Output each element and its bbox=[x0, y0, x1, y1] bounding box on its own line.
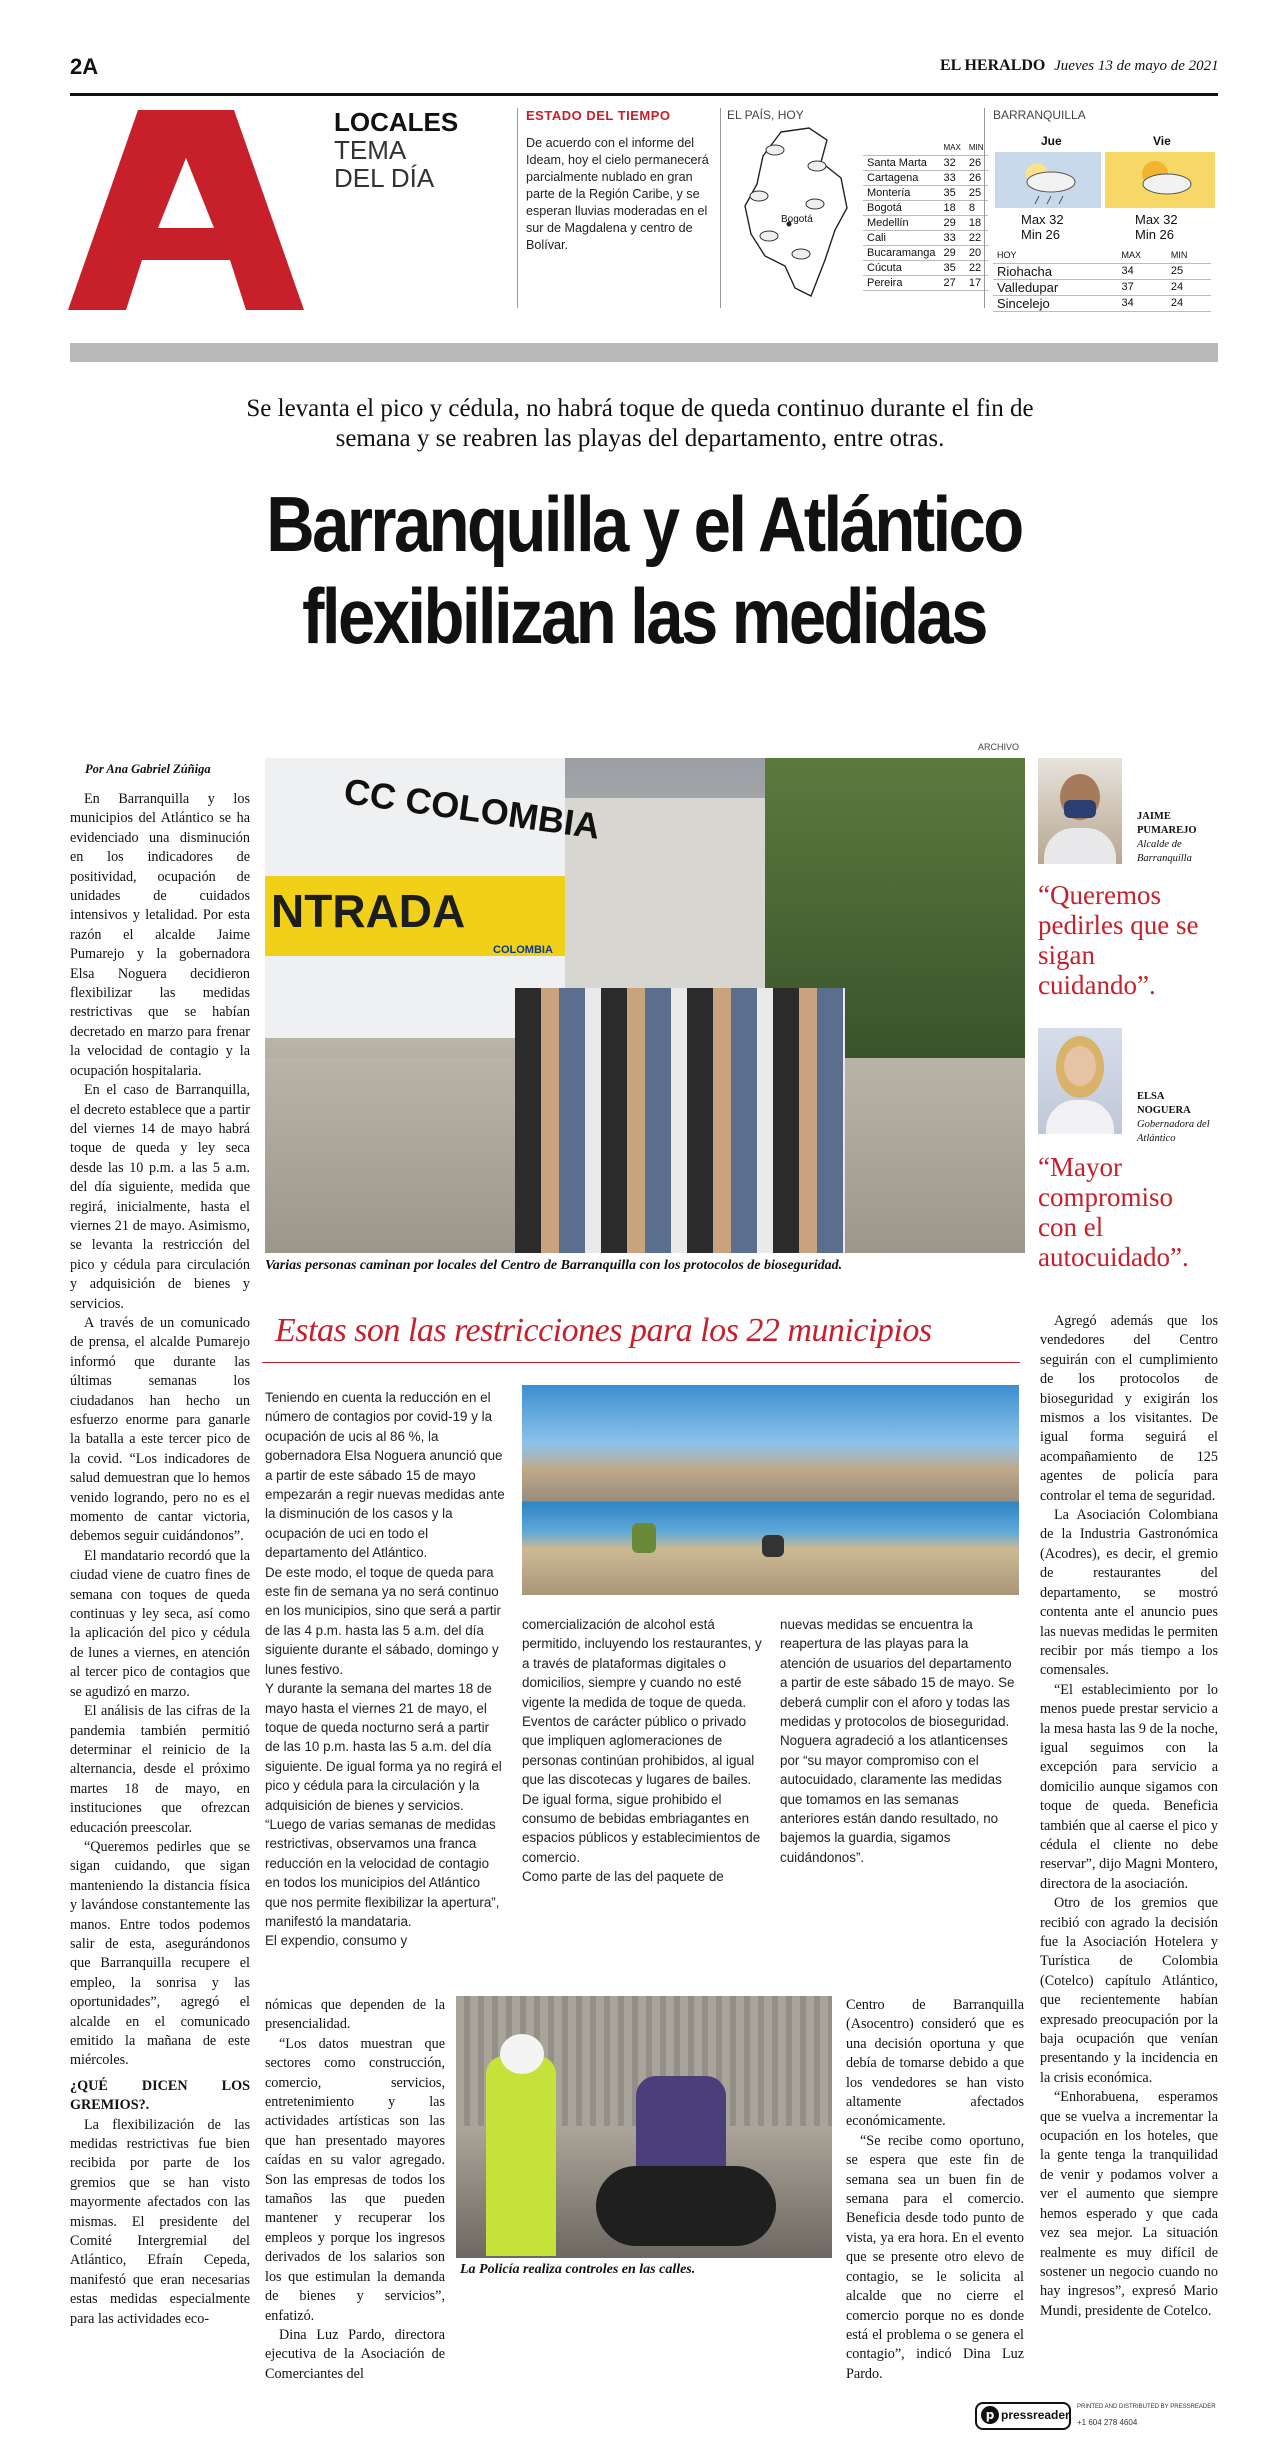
header-rule bbox=[70, 93, 1218, 96]
paragraph: De este modo, el toque de queda para este fin de semana ya no será continuo en los municipios, sino que será a partir de las 4 p.m. hasta las 5 a.m. del día siguiente durante el sábado, domingo y lunes festivo. bbox=[265, 1564, 501, 1677]
map-city: Bogotá bbox=[781, 214, 813, 225]
pressreader-brand: pressreader bbox=[1001, 2408, 1070, 2422]
table-row: Cartagena 33 26 bbox=[863, 170, 988, 185]
police-photo bbox=[456, 1996, 832, 2258]
page-number: 2A bbox=[70, 54, 99, 79]
store-sign: CC COLOMBIA bbox=[341, 770, 603, 847]
cloud-rain-icon bbox=[995, 152, 1101, 208]
paragraph: Eventos de carácter público o privado que impliquen aglomeraciones de personas continúan prohibidos, al igual que las discotecas y lugares de bailes. De igual forma, sigue prohibido el consumo de bebidas embriagantes en espacios públicos y establecimientos de comercio. bbox=[522, 1714, 761, 1865]
box-col3 bbox=[780, 1615, 1020, 1867]
table-row: Bucaramanga 29 20 bbox=[863, 245, 988, 260]
beach-photo bbox=[522, 1385, 1019, 1595]
map-label: EL PAÍS, HOY bbox=[727, 108, 804, 122]
paragraph: El expendio, consumo y bbox=[265, 1933, 408, 1949]
paragraph: Como parte de las del paquete de bbox=[522, 1869, 724, 1885]
table-row: Montería 35 25 bbox=[863, 185, 988, 200]
day1-name: Jue bbox=[1041, 134, 1062, 148]
weather-title: ESTADO DEL TIEMPO bbox=[526, 108, 671, 123]
paragraph: “Enhorabuena, esperamos que se vuelva a incrementar la ocupación en los hoteles, que la gente tenga la tranquilidad de venir y podamos volver a ver el aumento que siempre hemos esperado y que cada vez sea mejor. La situación realmente es muy difícil de sostener un negocio cuando no hay ingresos”, expresó Mario Mundi, presidente de Cotelco. bbox=[1040, 2089, 1218, 2319]
paragraph: La flexibilización de las medidas restrictivas fue bien recibida por parte de los gremios que se han visto mayormente afectados con las mismas. El presidente del Comité Intergremial del Atlántico, Efraín Cepeda, manifestó que eran necesarias estas medidas especialmente para las actividades eco- bbox=[70, 2116, 250, 2327]
pressreader-icon: p bbox=[981, 2406, 999, 2424]
noguera-portrait bbox=[1038, 1028, 1122, 1134]
weather-text: De acuerdo con el informe del Ideam, hoy el cielo permanecerá parcialmente nublado en gran parte de la Región Caribe, y se esperan lluvias moderadas en el sur de Magdalena y centro de Bolívar. bbox=[526, 136, 709, 252]
headline-line2: flexibilizan las medidas bbox=[302, 572, 986, 660]
paragraph: “Luego de varias semanas de medidas restrictivas, observamos una franca reducción en la velocidad de contagio en todos los municipios del Atlántico que nos permite flexibilizar la apertura”, manifestó la mandataria. bbox=[265, 1816, 500, 1929]
table-row: Bogotá 18 8 bbox=[863, 200, 988, 215]
table-row: Valledupar 37 24 bbox=[993, 279, 1211, 295]
local-label: BARRANQUILLA bbox=[993, 108, 1086, 122]
paragraph: A través de un comunicado de prensa, el alcalde Pumarejo informó que durante las últimas semanas los ciudadanos han hecho un esfuerzo enorme para ganarle la batalla a este tercer pico de la covid. “Los indicadores de salud demuestran que lo hemos venido logrando, pero no es el momento de cantar victoria, debemos seguir cuidándonos”. bbox=[70, 1314, 250, 1545]
paragraph: El mandatario recordó que la ciudad viene de cuatro fines de semana con toques de queda continuas y ley seca, así como la aplicación del pico y cédula de lunes a viernes, en atención al tercer pico de contagios que se agudizó en marzo. bbox=[70, 1547, 250, 1700]
masthead: EL HERALDO bbox=[940, 57, 1046, 74]
box-rule bbox=[262, 1362, 1020, 1363]
bottom-col3 bbox=[846, 1996, 1024, 2384]
footer-phone: +1 604 278 4604 bbox=[1077, 2418, 1138, 2427]
gremios-subhead: ¿QUÉ DICEN LOS GREMIOS?. bbox=[70, 2077, 250, 2114]
paragraph: “Queremos pedirles que se sigan cuidando, que sigan manteniendo la distancia física y lavándose constantemente las manos. Entre todos podemos salir de esta, asegurándonos que Barranquilla recupere el empleo, la sonrisa y las oportunidades”, agregó el alcalde en el comunicado emitido la mañana de este miércoles. bbox=[70, 1838, 250, 2069]
police-photo-caption: La Policía realiza controles en las calles. bbox=[460, 2262, 696, 2277]
nearby-table: HOY MAX MIN Riohacha 34 25 Valledupar 37 24 Sincelejo 34 24 bbox=[993, 248, 1211, 312]
box-title: Estas son las restricciones para los 22 municipios bbox=[275, 1312, 932, 1349]
headline-line1: Barranquilla y el Atlántico bbox=[266, 480, 1022, 568]
paragraph: Agregó además que los vendedores del Centro seguirán con el cumplimiento de los protocolos de bioseguridad y exigirán los mismos a los visitantes. De igual forma seguirá el acompañamiento de 125 agentes de policía para controlar el tema de seguridad. bbox=[1040, 1313, 1218, 1504]
table-row: Santa Marta 32 26 bbox=[863, 155, 988, 170]
paragraph: El análisis de las cifras de la pandemia también permitió determinar el reinicio de la alternancia, desde el próximo martes 18 de mayo, en instituciones que ofrezcan educación preescolar. bbox=[70, 1703, 250, 1836]
paragraph: nómicas que dependen de la presencialidad. bbox=[265, 1997, 445, 2033]
table-row: Cali 33 22 bbox=[863, 230, 988, 245]
quote1-text: “Queremos pedirles que se sigan cuidando”. bbox=[1038, 880, 1199, 1000]
paragraph: Teniendo en cuenta la reducción en el número de contagios por covid-19 y la ocupación de ucis al 86 %, la gobernadora Elsa Noguera anunció que a partir de este sábado 15 de mayo empezarán a regir nuevas medidas ante la disminución de los casos y la ocupación de uci en todo el departamento del Atlántico. bbox=[265, 1390, 505, 1561]
paragraph: Dina Luz Pardo, directora ejecutiva de la Asociación de Comerciantes del bbox=[265, 2326, 445, 2382]
day1-panel bbox=[995, 152, 1101, 208]
table-row: Pereira 27 17 bbox=[863, 275, 988, 290]
paragraph: La Asociación Colombiana de la Industria Gastronómica (Acodres), es decir, el gremio de restaurantes del departamento, se mostró contenta ante el anuncio pues las nuevas medidas le permiten recibir por más tiempo a los comensales. bbox=[1040, 1507, 1218, 1679]
day2-temps: Max 32 Min 26 bbox=[1135, 212, 1178, 242]
paragraph: nuevas medidas se encuentra la reapertura de las playas para la atención de usuarios del departamento a partir de este sábado 15 de mayo. Se deberá cumplir con el aforo y todas las medidas y protocolos de bioseguridad. bbox=[780, 1617, 1015, 1730]
section-label bbox=[334, 108, 458, 192]
weather-state bbox=[517, 108, 717, 308]
box-col2 bbox=[522, 1615, 762, 1887]
city-temps-table bbox=[863, 140, 988, 291]
bottom-col2 bbox=[265, 1996, 445, 2384]
country-map-panel bbox=[720, 108, 984, 308]
paragraph: comercialización de alcohol está permitido, incluyendo los restaurantes, y a través de plataformas digitales o domicilios, siempre y cuando no esté vigente la medida de toque de queda. bbox=[522, 1617, 762, 1710]
pressreader-footer bbox=[975, 2400, 1220, 2436]
col-max: MAX bbox=[940, 140, 965, 155]
table-row: Cúcuta 35 22 bbox=[863, 260, 988, 275]
quote1-name: JAIME PUMAREJO bbox=[1137, 811, 1197, 836]
entrance-sign: NTRADA bbox=[271, 885, 466, 937]
paragraph: En el caso de Barranquilla, el decreto establece que a partir del viernes 14 de mayo habrá toque de queda y ley seca desde las 10 p.m. a las 5 a.m. del día siguiente, medida que regirá, inicialmente, hasta el viernes 21 de mayo. Asimismo, se levanta la restricción del pico y cédula para circulación y adquisición de bienes y servicios. bbox=[70, 1082, 250, 1312]
right-column bbox=[1040, 1312, 1218, 2321]
paragraph: “Se recibe como oportuno, se espera que este fin de semana sea un buen fin de semana para el comercio. Beneficia desde todo punto de vista, ya era hora. En el evento que se presente otro elevo de contagio, se le solicita al alcalde que no cierre el comercio porque no es donde está el problema o se genera el contagio”, indicó Dina Luz Pardo. bbox=[846, 2132, 1024, 2382]
day2-name: Vie bbox=[1153, 134, 1171, 148]
paragraph: Noguera agradeció a los atlanticenses por “su mayor compromiso con el autocuidado, claramente las medidas que tomamos en las semanas anteriores están dando resultado, no bajemos la guardia, sigamos cuidándonos”. bbox=[780, 1733, 1008, 1865]
quote1-attrib bbox=[1137, 810, 1209, 866]
paragraph: Otro de los gremios que recibió con agrado la decisión fue la Asociación Hotelera y Turística de Colombia (Cotelco) capítulo Atlántico, que recientemente habían expresado preocupación por la baja ocupación que venían presentando y la incidencia en la crisis económica. bbox=[1040, 1895, 1218, 2086]
quote2-attrib bbox=[1137, 1090, 1215, 1146]
col-min: MIN bbox=[965, 140, 988, 155]
sun-cloud-icon bbox=[1105, 152, 1215, 208]
kicker: Se levanta el pico y cédula, no habrá toque de queda continuo durante el fin de semana y se reabren las playas del departamento, entre otras. bbox=[246, 395, 1034, 452]
quote2-name: ELSA NOGUERA bbox=[1137, 1091, 1191, 1116]
main-photo bbox=[265, 758, 1025, 1253]
photo-credit: ARCHIVO bbox=[978, 742, 1020, 752]
section-sub2: DEL DÍA bbox=[334, 163, 435, 193]
table-row: Riohacha 34 25 bbox=[993, 263, 1211, 279]
quote2-text: “Mayor compromiso con el autocuidado”. bbox=[1038, 1152, 1189, 1272]
paragraph: “Los datos muestran que sectores como construcción, comercio, servicios, entretenimiento y las actividades artísticas son las que han presentado mayores caídas en su valor agregado. Son las empresas de todos los tamaños las que pueden mantener y recuperar los empleos y porque los ingresos derivados de los salarios son los que estimulan la demanda de bienes y servicios”, enfatizó. bbox=[265, 2035, 445, 2324]
box-col1 bbox=[265, 1388, 505, 1951]
local-forecast bbox=[984, 108, 1218, 311]
paragraph: Centro de Barranquilla (Asocentro) consideró que es una decisión oportuna y que debía de tomarse debido a que los vendedores se han visto altamente afectados económicamente. bbox=[846, 1997, 1024, 2130]
headline bbox=[150, 478, 1137, 662]
day1-temps: Max 32 Min 26 bbox=[1021, 212, 1064, 242]
paragraph: En Barranquilla y los municipios del Atlántico se ha evidenciado una disminución en los indicadores de positividad, ocupación de unidades de cuidados intensivos y letalidad. Por esta razón el alcalde Jaime Pumarejo y la gobernadora Elsa Noguera decidieron flexibilizar las medidas restrictivas que se habían decretado en marzo para frenar la velocidad de contagio y la ocupación hospitalaria. bbox=[70, 791, 250, 1079]
left-column bbox=[70, 790, 250, 2329]
issue-date: Jueves 13 de mayo de 2021 bbox=[1054, 58, 1219, 74]
quote1-role: Alcalde de Barranquilla bbox=[1137, 839, 1192, 864]
pumarejo-portrait bbox=[1038, 758, 1122, 864]
table-row: Medellín 29 18 bbox=[863, 215, 988, 230]
paragraph: Y durante la semana del martes 18 de mayo hasta el viernes 21 de mayo, el toque de queda nocturno será a partir de las 10 p.m. hasta las 5 a.m. del día siguiente. De igual forma ya no regirá el pico y cédula para la circulación y la adquisición de bienes y servicios. bbox=[265, 1681, 502, 1813]
section-name: LOCALES bbox=[334, 107, 459, 137]
day2-panel bbox=[1105, 152, 1215, 208]
masthead-line bbox=[940, 56, 1219, 75]
section-sub1: TEMA bbox=[334, 135, 407, 165]
quote2-role: Gobernadora del Atlántico bbox=[1137, 1119, 1210, 1144]
footer-small: PRINTED AND DISTRIBUTED BY PRESSREADER bbox=[1077, 2404, 1216, 2410]
paragraph: “El establecimiento por lo menos puede prestar servicio a la mesa hasta las 9 de la noche, igual seguimos con la excepción para servicio a domicilio aunque sigamos con toque de queda. Beneficia también que al caerse el pico y cédula el cliente no debe reservar”, dijo Magni Montero, directora de la asociación. bbox=[1040, 1681, 1218, 1892]
main-photo-caption: Varias personas caminan por locales del Centro de Barranquilla con los protocolos de bioseguridad. bbox=[265, 1258, 843, 1273]
byline: Por Ana Gabriel Zúñiga bbox=[85, 762, 211, 776]
store-small-sign: COLOMBIA bbox=[493, 944, 553, 956]
table-row: Sincelejo 34 24 bbox=[993, 295, 1211, 311]
header-band bbox=[70, 343, 1218, 362]
section-letter-a bbox=[68, 110, 304, 310]
